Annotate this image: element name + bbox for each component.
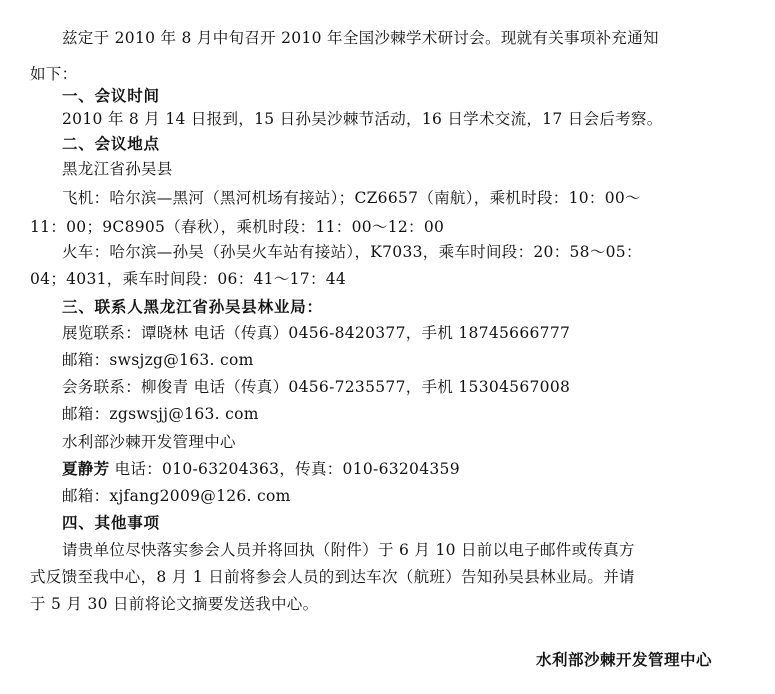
section-2-heading: 二、会议地点 <box>62 135 160 153</box>
flight-line-2: 11：00；9C8905（春秋），乘机时段：11：00～12：00 <box>30 218 445 236</box>
meeting-location: 黑龙江省孙吴县 <box>62 160 173 178</box>
other-matters-line-3: 于 5 月 30 日前将论文摘要发送我中心。 <box>30 595 319 613</box>
train-line-1: 火车：哈尔滨—孙吴（孙吴火车站有接站），K7033，乘车时间段：20：58～05： <box>62 243 642 261</box>
org-email: 邮箱：xjfang2009@126. com <box>62 487 291 505</box>
exhibit-contact: 展览联系：谭晓林 电话（传真）0456-8420377，手机 18745666777 <box>62 324 571 342</box>
other-matters-line-2: 式反馈至我中心，8 月 1 日前将参会人员的到达车次（航班）告知孙吴县林业局。并请 <box>30 568 635 586</box>
org-contact-name: 夏静芳 <box>62 460 110 478</box>
section-4-heading: 四、其他事项 <box>62 514 160 532</box>
org-contact-phone-fax: 电话：010-63204363，传真：010-63204359 <box>109 460 460 478</box>
section-1-heading: 一、会议时间 <box>62 87 160 105</box>
intro-line-1: 兹定于 2010 年 8 月中旬召开 2010 年全国沙棘学术研讨会。现就有关事项补充通知 <box>62 29 659 47</box>
meeting-time-text: 2010 年 8 月 14 日报到，15 日孙吴沙棘节活动，16 日学术交流，17 日会后考察。 <box>62 110 663 128</box>
flight-line-1: 飞机：哈尔滨—黑河（黑河机场有接站）；CZ6657（南航），乘机时段：10：00～ <box>62 189 641 207</box>
signature: 水利部沙棘开发管理中心 <box>536 651 713 669</box>
intro-line-2: 如下： <box>30 65 78 83</box>
exhibit-email: 邮箱：swsjzg@163. com <box>62 351 254 369</box>
org-name: 水利部沙棘开发管理中心 <box>62 433 236 451</box>
other-matters-line-1: 请贵单位尽快落实参会人员并将回执（附件）于 6 月 10 日前以电子邮件或传真方 <box>62 541 635 559</box>
meeting-email: 邮箱：zgswsjj@163. com <box>62 405 259 423</box>
train-line-2: 04；4031，乘车时间段：06：41～17：44 <box>30 270 347 288</box>
meeting-contact: 会务联系：柳俊青 电话（传真）0456-7235577，手机 15304567008 <box>62 378 571 396</box>
section-3-heading: 三、联系人黑龙江省孙吴县林业局： <box>62 298 323 316</box>
org-contact <box>62 459 460 479</box>
